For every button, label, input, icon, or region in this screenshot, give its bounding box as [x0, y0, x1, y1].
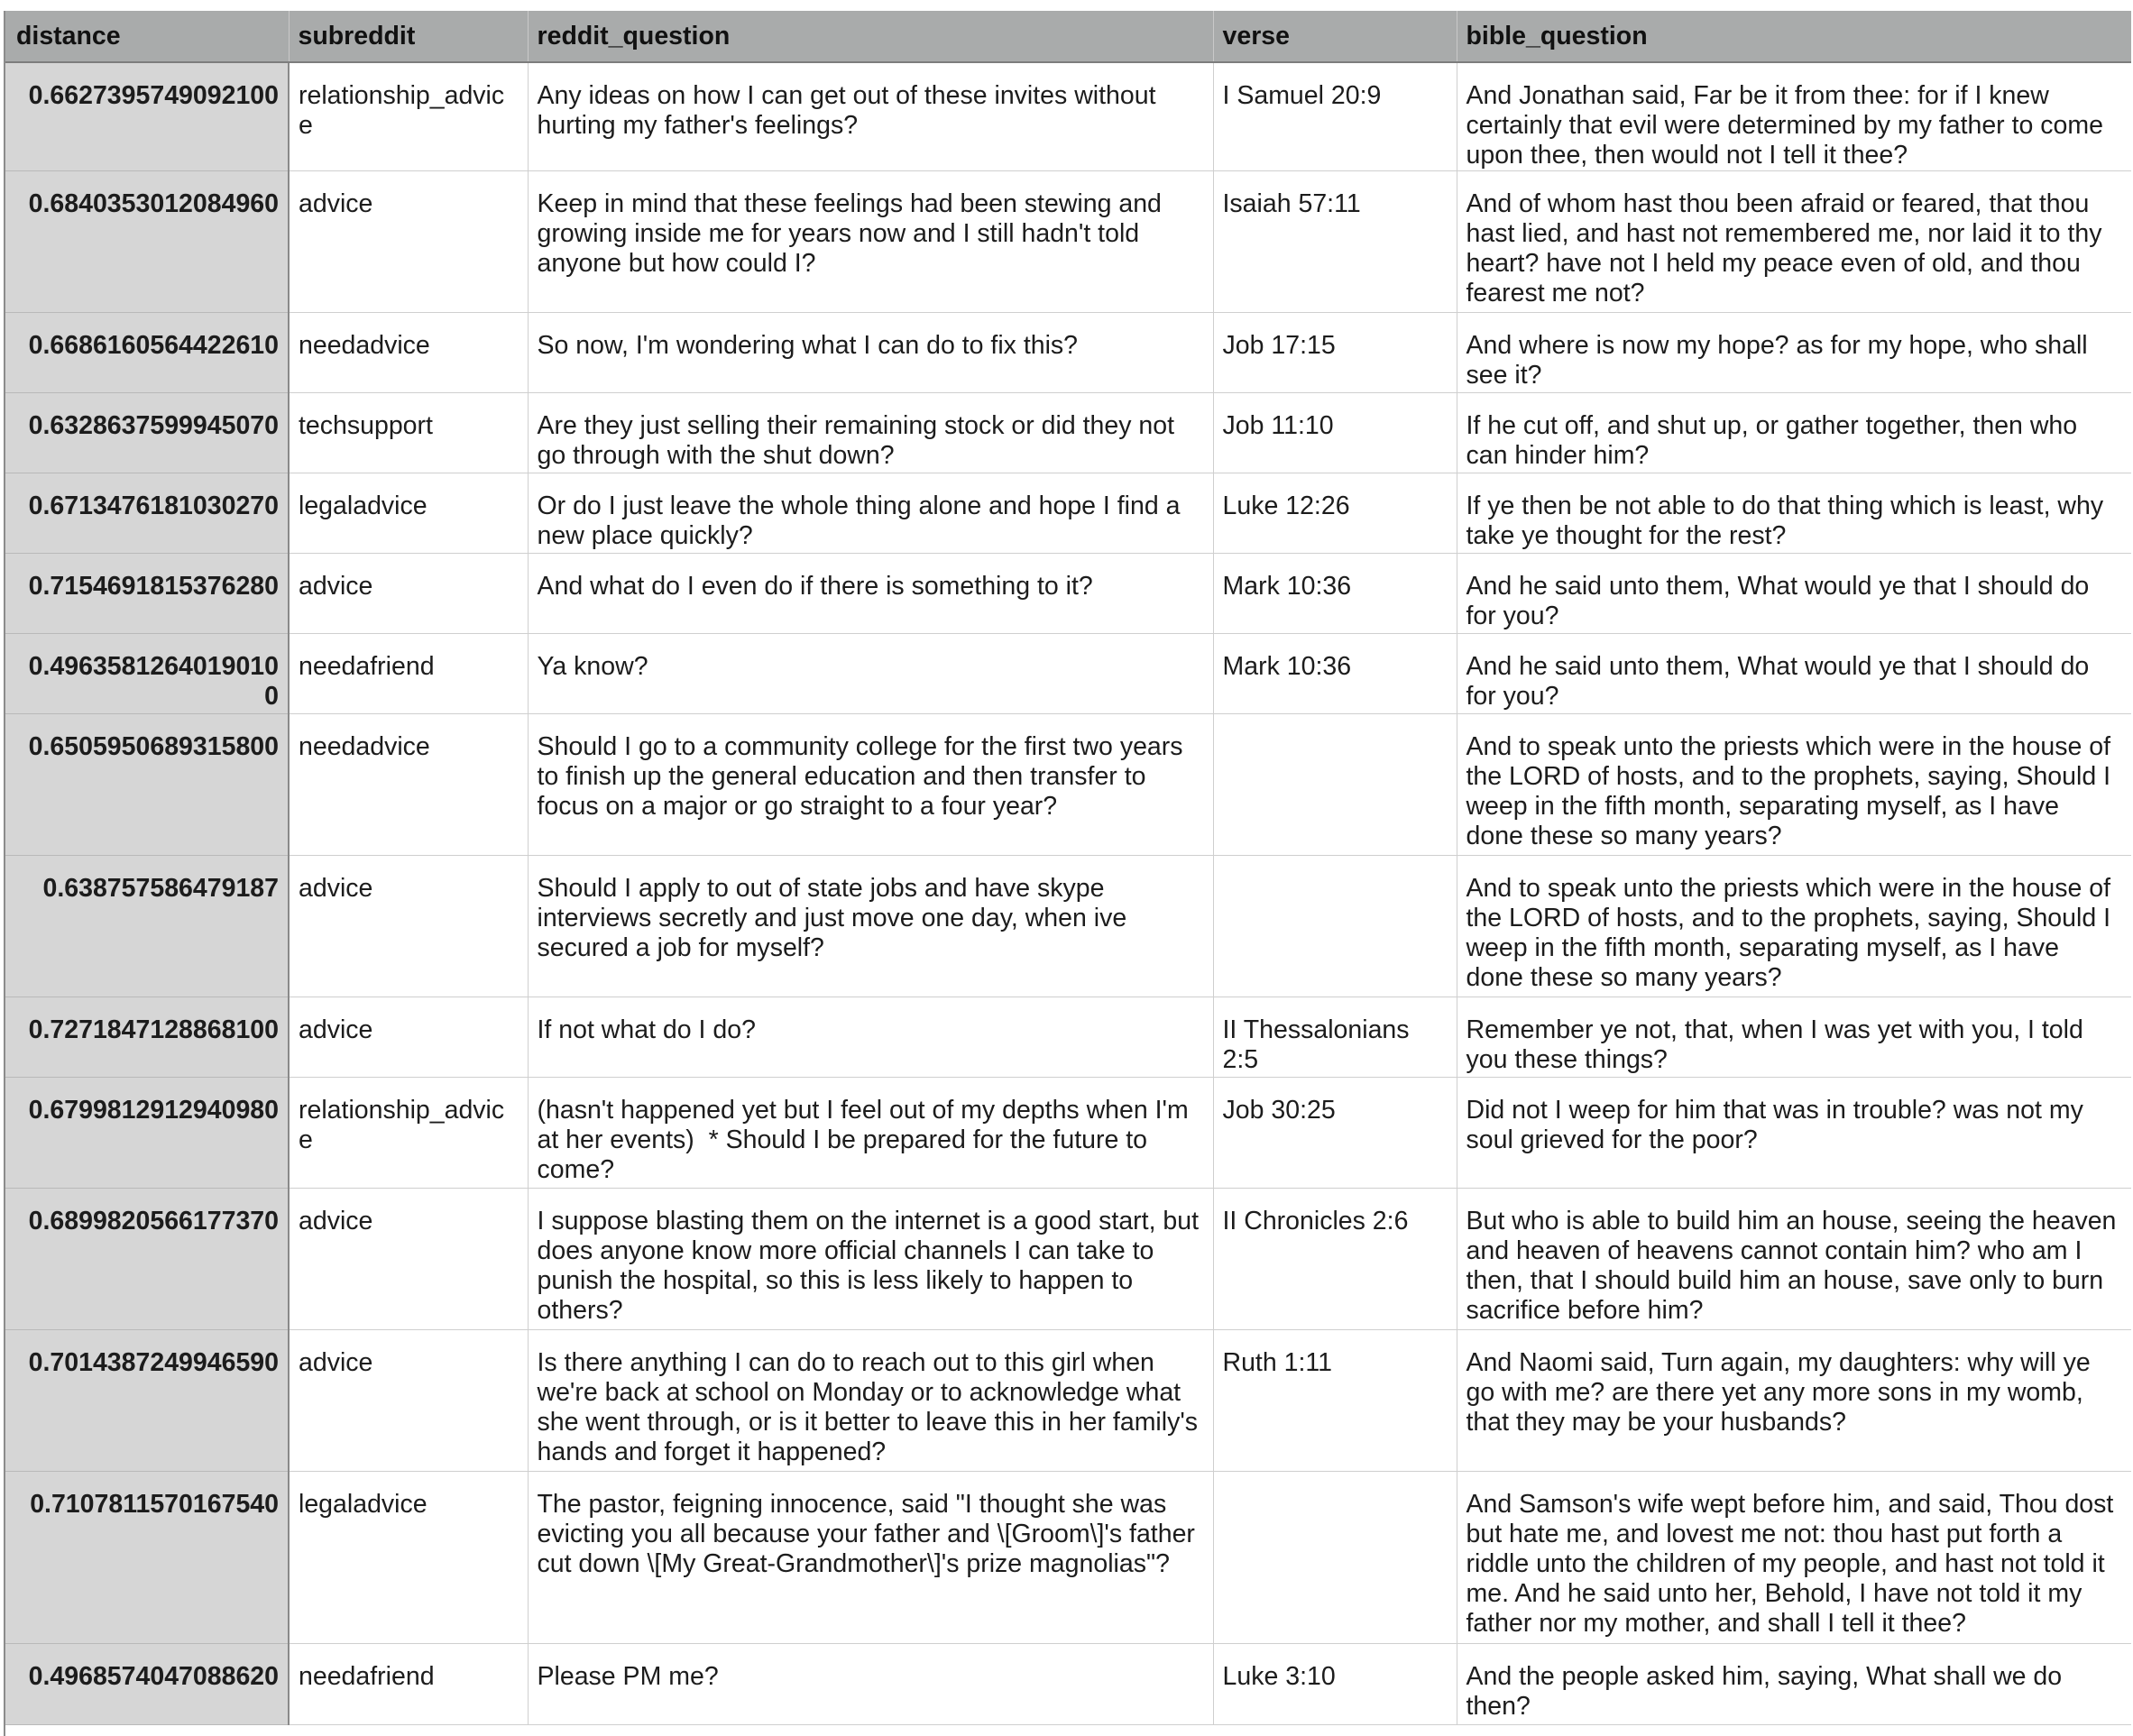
subreddit-cell[interactable]: advice	[289, 997, 528, 1078]
header-row	[5, 11, 2131, 62]
reddit-question-cell[interactable]: And what do I even do if there is something to it?	[528, 554, 1213, 634]
bible-question-cell[interactable]: And Naomi said, Turn again, my daughters: why will ye go with me? are there yet any more sons in my womb, that they may be your husbands?	[1457, 1330, 2131, 1472]
reddit-question-cell[interactable]: The pastor, feigning innocence, said "I thought she was evicting you all because your father and \[Groom\]'s father cut down \[My Great-Grandmother\]'s prize magnolias"?	[528, 1472, 1213, 1644]
table-row	[5, 393, 2131, 473]
bible-question-cell[interactable]: If ye then be not able to do that thing which is least, why take ye thought for the rest?	[1457, 473, 2131, 554]
table-row	[5, 1330, 2131, 1472]
verse-cell[interactable]: II Thessalonians 2:5	[1213, 997, 1457, 1078]
subreddit-cell[interactable]: needadvice	[289, 313, 528, 393]
subreddit-cell[interactable]: advice	[289, 554, 528, 634]
verse-cell[interactable]	[1213, 714, 1457, 856]
bible-question-cell[interactable]: And Samson's wife wept before him, and said, Thou dost but hate me, and lovest me not: thou hast put forth a riddle unto the children of my people, and hast not told it me. And he said unto her, Behold, I have not told it my father nor my mother, and shall I tell it thee?	[1457, 1472, 2131, 1644]
distance-cell[interactable]: 0.6505950689315800	[5, 714, 289, 856]
distance-cell[interactable]: 0.6686160564422610	[5, 313, 289, 393]
table-body	[5, 62, 2131, 1725]
subreddit-cell[interactable]: advice	[289, 171, 528, 313]
verse-cell[interactable]	[1213, 856, 1457, 997]
distance-cell[interactable]: 0.4968574047088620	[5, 1644, 289, 1725]
reddit-question-cell[interactable]: Should I go to a community college for the first two years to finish up the general education and then transfer to focus on a major or go straight to a four year?	[528, 714, 1213, 856]
table-row	[5, 1078, 2131, 1189]
subreddit-cell[interactable]: needafriend	[289, 634, 528, 714]
bible-question-cell[interactable]: And he said unto them, What would ye that I should do for you?	[1457, 634, 2131, 714]
verse-cell[interactable]: Luke 3:10	[1213, 1644, 1457, 1725]
spreadsheet	[4, 11, 2131, 1736]
distance-cell[interactable]: 0.7107811570167540	[5, 1472, 289, 1644]
verse-cell[interactable]: Job 17:15	[1213, 313, 1457, 393]
reddit-question-cell[interactable]: Keep in mind that these feelings had been stewing and growing inside me for years now and I still hadn't told anyone but how could I?	[528, 171, 1213, 313]
column-header-verse[interactable]: verse	[1213, 11, 1457, 62]
table-row	[5, 856, 2131, 997]
reddit-question-cell[interactable]: If not what do I do?	[528, 997, 1213, 1078]
verse-cell[interactable]: Ruth 1:11	[1213, 1330, 1457, 1472]
table-row	[5, 313, 2131, 393]
bible-question-cell[interactable]: And to speak unto the priests which were in the house of the LORD of hosts, and to the prophets, saying, Should I weep in the fifth month, separating myself, as I have done these so many years?	[1457, 714, 2131, 856]
bible-question-cell[interactable]: If he cut off, and shut up, or gather together, then who can hinder him?	[1457, 393, 2131, 473]
verse-cell[interactable]: Luke 12:26	[1213, 473, 1457, 554]
bible-question-cell[interactable]: And he said unto them, What would ye that I should do for you?	[1457, 554, 2131, 634]
column-header-subreddit[interactable]: subreddit	[289, 11, 528, 62]
subreddit-cell[interactable]: advice	[289, 1330, 528, 1472]
distance-cell[interactable]: 0.6627395749092100	[5, 62, 289, 171]
reddit-question-cell[interactable]: I suppose blasting them on the internet is a good start, but does anyone know more official channels I can take to punish the hospital, so this is less likely to happen to others?	[528, 1189, 1213, 1330]
column-header-distance[interactable]: distance	[5, 11, 289, 62]
distance-cell[interactable]: 0.6713476181030270	[5, 473, 289, 554]
verse-cell[interactable]: Isaiah 57:11	[1213, 171, 1457, 313]
table-row	[5, 1472, 2131, 1644]
verse-cell[interactable]: II Chronicles 2:6	[1213, 1189, 1457, 1330]
table-row	[5, 1189, 2131, 1330]
table-row	[5, 997, 2131, 1078]
distance-cell[interactable]: 0.7154691815376280	[5, 554, 289, 634]
table-row	[5, 634, 2131, 714]
table-row	[5, 62, 2131, 171]
reddit-question-cell[interactable]: Should I apply to out of state jobs and have skype interviews secretly and just move one day, when ive secured a job for myself?	[528, 856, 1213, 997]
bible-question-cell[interactable]: And the people asked him, saying, What shall we do then?	[1457, 1644, 2131, 1725]
distance-cell[interactable]: 0.6799812912940980	[5, 1078, 289, 1189]
subreddit-cell[interactable]: needafriend	[289, 1644, 528, 1725]
table-row	[5, 554, 2131, 634]
verse-cell[interactable]: Job 30:25	[1213, 1078, 1457, 1189]
reddit-question-cell[interactable]: Any ideas on how I can get out of these invites without hurting my father's feelings?	[528, 62, 1213, 171]
subreddit-cell[interactable]: legaladvice	[289, 473, 528, 554]
subreddit-cell[interactable]: needadvice	[289, 714, 528, 856]
bible-question-cell[interactable]: And to speak unto the priests which were in the house of the LORD of hosts, and to the prophets, saying, Should I weep in the fifth month, separating myself, as I have done these so many years?	[1457, 856, 2131, 997]
distance-cell[interactable]: 0.6840353012084960	[5, 171, 289, 313]
bible-question-cell[interactable]: And Jonathan said, Far be it from thee: for if I knew certainly that evil were determined by my father to come upon thee, then would not I tell it thee?	[1457, 62, 2131, 171]
data-table	[5, 11, 2131, 1725]
subreddit-cell[interactable]: legaladvice	[289, 1472, 528, 1644]
reddit-question-cell[interactable]: So now, I'm wondering what I can do to fix this?	[528, 313, 1213, 393]
bible-question-cell[interactable]: And of whom hast thou been afraid or feared, that thou hast lied, and hast not remembered me, nor laid it to thy heart? have not I held my peace even of old, and thou fearest me not?	[1457, 171, 2131, 313]
bible-question-cell[interactable]: And where is now my hope? as for my hope, who shall see it?	[1457, 313, 2131, 393]
distance-cell[interactable]: 0.638757586479187	[5, 856, 289, 997]
verse-cell[interactable]: I Samuel 20:9	[1213, 62, 1457, 171]
table-row	[5, 714, 2131, 856]
reddit-question-cell[interactable]: Or do I just leave the whole thing alone and hope I find a new place quickly?	[528, 473, 1213, 554]
distance-cell[interactable]: 0.6899820566177370	[5, 1189, 289, 1330]
subreddit-cell[interactable]: techsupport	[289, 393, 528, 473]
reddit-question-cell[interactable]: (hasn't happened yet but I feel out of my depths when I'm at her events) * Should I be prepared for the future to come?	[528, 1078, 1213, 1189]
reddit-question-cell[interactable]: Are they just selling their remaining stock or did they not go through with the shut down?	[528, 393, 1213, 473]
subreddit-cell[interactable]: advice	[289, 1189, 528, 1330]
verse-cell[interactable]: Mark 10:36	[1213, 554, 1457, 634]
bible-question-cell[interactable]: Did not I weep for him that was in trouble? was not my soul grieved for the poor?	[1457, 1078, 2131, 1189]
bible-question-cell[interactable]: Remember ye not, that, when I was yet with you, I told you these things?	[1457, 997, 2131, 1078]
subreddit-cell[interactable]: advice	[289, 856, 528, 997]
reddit-question-cell[interactable]: Ya know?	[528, 634, 1213, 714]
table-row	[5, 473, 2131, 554]
distance-cell[interactable]: 0.7271847128868100	[5, 997, 289, 1078]
distance-cell[interactable]: 0.7014387249946590	[5, 1330, 289, 1472]
subreddit-cell[interactable]: relationship_advice	[289, 1078, 528, 1189]
reddit-question-cell[interactable]: Please PM me?	[528, 1644, 1213, 1725]
distance-cell[interactable]: 0.49635812640190100	[5, 634, 289, 714]
column-header-reddit-question[interactable]: reddit_question	[528, 11, 1213, 62]
verse-cell[interactable]: Mark 10:36	[1213, 634, 1457, 714]
verse-cell[interactable]	[1213, 1472, 1457, 1644]
reddit-question-cell[interactable]: Is there anything I can do to reach out to this girl when we're back at school on Monday or to acknowledge what she went through, or is it better to leave this in her family's hands and forget it happened?	[528, 1330, 1213, 1472]
bible-question-cell[interactable]: But who is able to build him an house, seeing the heaven and heaven of heavens cannot contain him? who am I then, that I should build him an house, save only to burn sacrifice before him?	[1457, 1189, 2131, 1330]
table-header	[5, 11, 2131, 62]
column-header-bible-question[interactable]: bible_question	[1457, 11, 2131, 62]
verse-cell[interactable]: Job 11:10	[1213, 393, 1457, 473]
table-row	[5, 171, 2131, 313]
table-row	[5, 1644, 2131, 1725]
distance-cell[interactable]: 0.6328637599945070	[5, 393, 289, 473]
subreddit-cell[interactable]: relationship_advice	[289, 62, 528, 171]
